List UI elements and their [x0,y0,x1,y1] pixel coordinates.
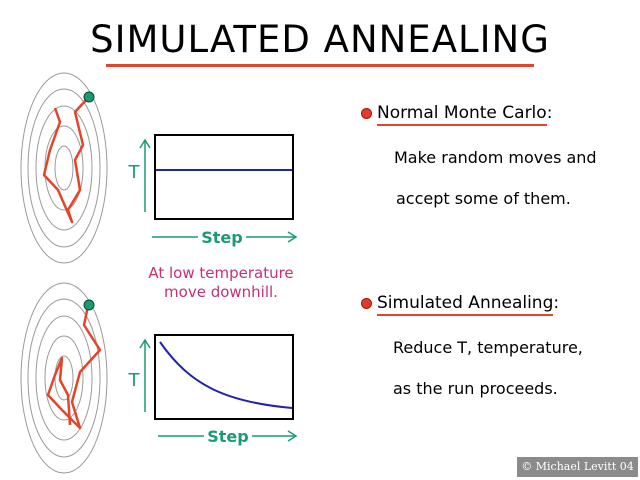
heading-punct: : [546,103,553,123]
note-line-1: At low temperature [148,264,294,282]
bullet-dot [361,108,372,119]
heading-punct: : [553,293,560,313]
bullet-heading-annealing [377,293,559,313]
heading-text: Simulated Annealing [377,293,553,316]
bullet-line: Make random moves and [394,148,597,167]
heading-text: Normal Monte Carlo [377,103,547,126]
x-axis-label: Step [207,427,249,446]
bullet-line: accept some of them. [396,189,571,208]
bullet-heading-monte-carlo [377,103,552,123]
copyright-badge: © Michael Levitt 04 [517,457,638,477]
bullet-line: Reduce T, temperature, [393,338,583,357]
bullet-line: as the run proceeds. [393,379,558,398]
y-axis-label: T [128,370,140,391]
note-line-2: move downhill. [164,283,278,301]
bullet-dot [361,298,372,309]
slide-title: SIMULATED ANNEALING [90,18,550,61]
x-axis-label: Step [201,228,243,247]
y-axis-label: T [128,162,140,183]
